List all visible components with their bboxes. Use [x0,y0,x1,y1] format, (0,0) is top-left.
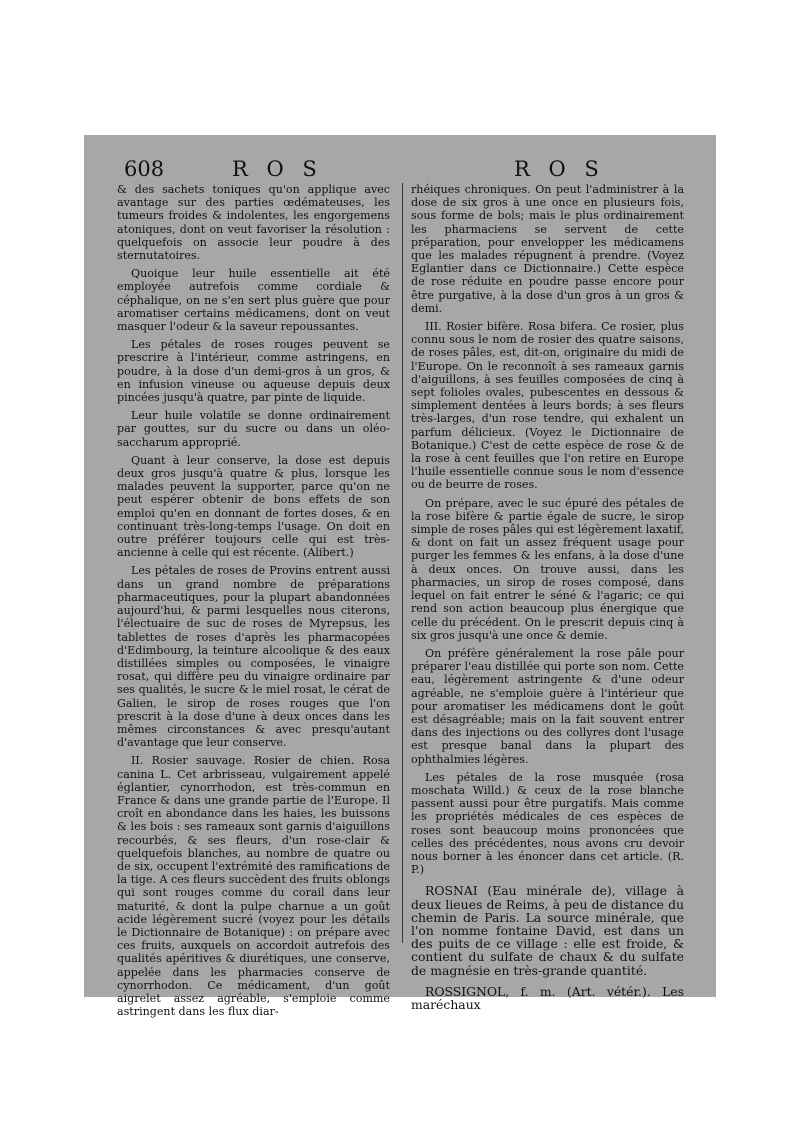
paragraph: On prépare, avec le suc épuré des pétales de la rose bifère & partie égale de sucre, le sirop simple de roses pâles qui est légèrement laxatif, & dont on fait un assez fréquent usage pour purger les femmes & les enfans, à la dose d'une à deux onces. On trouve aussi, dans les pharmacies, un sirop de roses composé, dans lequel on fait entrer le séné & l'agaric; ce qui rend son action beaucoup plus énergique que celle du précédent. On le prescrit depuis cinq à six gros jusqu'à une once & demie. [411,496,684,642]
paragraph: On préfère généralement la rose pâle pour préparer l'eau distillée qui porte son nom. Cette eau, légèrement astringente & d'une odeur agréable, ne s'emploie guère à l'intérieur que pour aromatiser les médicamens dont le goût est désagréable; mais on la fait souvent entrer dans des injections ou des collyres dont l'usage est presque banal dans la plupart des ophthalmies légères. [411,646,684,766]
paragraph: Les pétales de roses rouges peuvent se prescrire à l'intérieur, comme astringens, en poudre, à la dose d'un demi-gros à un gros, & en infusion vineuse ou aqueuse depuis deux pincées jusqu'à quatre, par pinte de liquide. [117,338,390,405]
paragraph: Les pétales de roses de Provins entrent aussi dans un grand nombre de préparations pharmaceutiques, pour la plupart abandonnées aujourd'hui, & parmi lesquelles nous citerons, l'électuaire de suc de roses de Myrepsus, les tablettes de roses d'après les pharmacopées d'Edimbourg, la teinture alcoolique & des eaux distillées simples ou composées, le vinaigre rosat, qui diffère peu du vinaigre ordinaire par ses qualités, le sucre & le miel rosat, le cérat de Galien, le sirop de roses rouges que l'on prescrit à la dose d'une à deux onces dans les mêmes circonstances & avec presqu'autant d'avantage que leur conserve. [117,564,390,750]
paragraph: Les pétales de la rose musquée (rosa moschata Willd.) & ceux de la rose blanche passent aussi pour être purgatifs. Mais comme les propriétés médicales de ces espèces de roses sont beaucoup moins prononcées que celles des précédentes, nous avons cru devoir nous borner à les énoncer dans cet article. (R. P.) [411,770,684,877]
entry-rossignol: ROSSIGNOL, f. m. (Art. vétér.). Les maréchaux [411,983,684,1012]
paragraph: Quoique leur huile essentielle ait été employée autrefois comme cordiale & céphalique, on ne s'en sert plus guère que pour aromatiser certains médicamens, dont on veut masquer l'odeur & la saveur repoussantes. [117,267,390,334]
right-column [411,183,684,1016]
paragraph: Quant à leur conserve, la dose est depuis deux gros jusqu'à quatre & plus, lorsque les malades peuvent la supporter, parce qu'on ne peut espérer obtenir de bons effets de son emploi qu'en en donnant de fortes doses, & en continuant très-long-temps l'usage. On doit en outre préférer toujours celle qui est très-ancienne à celle qui est récente. (Alibert.) [117,453,390,560]
paragraph: & des sachets toniques qu'on applique avec avantage sur des parties œdémateuses, les tumeurs froides & indolentes, les engorgemens atoniques, dont on veut favoriser la résolution : quelquefois on associe leur poudre à des sternutatoires. [117,183,390,263]
page-header [84,155,716,185]
page-number: 608 [124,157,165,181]
page-scan [84,135,716,1019]
paragraph: II. Rosier sauvage. Rosier de chien. Rosa canina L. Cet arbrisseau, vulgairement appelé églantier, cynorrhodon, est très-commun en France & dans une grande partie de l'Europe. Il croît en abondance dans les haies, les buissons & les bois : ses rameaux sont garnis d'aiguillons recourbés, & ses fleurs, d'un rose-clair & quelquefois blanches, au nombre de quatre ou de six, occupent l'extrémité des ramifications de la tige. A ces fleurs succèdent des fruits oblongs qui sont rouges comme du corail dans leur maturité, & dont la pulpe charnue a un goût acide légèrement sucré (voyez pour les détails le Dictionnaire de Botanique) : on prépare avec ces fruits, auxquels on accordoit autrefois des qualités apéritives & diurétiques, une conserve, appelée dans les pharmacies conserve de cynorrhodon. Ce médicament, d'un goût aigrelet assez agréable, s'emploie comme astringent dans les flux diar- [117,754,390,1019]
running-head-right: R O S [514,157,605,181]
column-divider [402,183,403,943]
paragraph: Leur huile volatile se donne ordinairement par gouttes, sur du sucre ou dans un oléo-saccharum approprié. [117,409,390,449]
entry-rosnai: ROSNAI (Eau minérale de), village à deux lieues de Reims, à peu de distance du chemin de Paris. La source minérale, que l'on nomme fontaine David, est dans un des puits de ce village : elle est froide, & contient du sulfate de chaux & du sulfate de magnésie en très-grande quantité. [411,883,684,978]
left-column [117,183,390,1023]
paragraph: rhéiques chroniques. On peut l'administrer à la dose de six gros à une once en plusieurs fois, sous forme de bols; mais le plus ordinairement les pharmaciens se servent de cette préparation, pour envelopper les médicamens que les malades répugnent à prendre. (Voyez Eglantier dans ce Dictionnaire.) Cette espèce de rose réduite en poudre passe encore pour être purgative, à la dose d'un gros à un gros & demi. [411,183,684,315]
paragraph: III. Rosier bifère. Rosa bifera. Ce rosier, plus connu sous le nom de rosier des quatre saisons, de roses pâles, est, dit-on, originaire du midi de l'Europe. On le reconnoît à ses rameaux garnis d'aiguillons, à ses feuilles composées de cinq à sept folioles ovales, pubescentes en dessous & simplement dentées à leurs bords; à ses fleurs très-larges, d'un rose tendre, qui exhalent un parfum délicieux. (Voyez le Dictionnaire de Botanique.) C'est de cette espèce de rose & de la rose à cent feuilles que l'on retire en Europe l'huile essentielle connue sous le nom d'essence ou de beurre de roses. [411,320,684,492]
running-head-left: R O S [232,157,323,181]
